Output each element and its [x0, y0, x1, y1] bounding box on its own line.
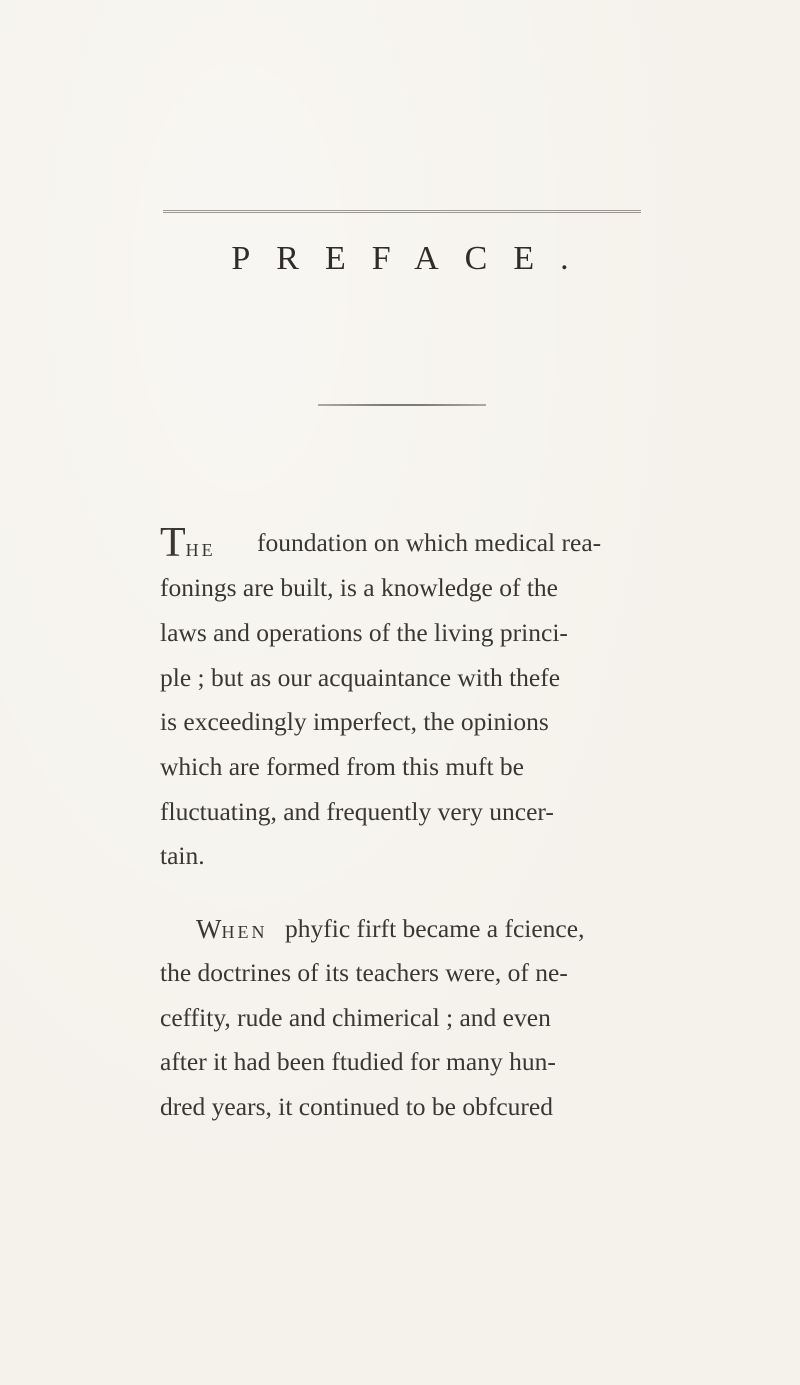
text-line: after it had been ftudied for many hun- — [160, 1047, 556, 1076]
paragraph-2-line-1 — [0, 909, 800, 949]
text-line: laws and operations of the living princi- — [160, 618, 568, 647]
ornamental-rule — [318, 404, 486, 406]
paragraph-1-line-1 — [0, 520, 800, 566]
header-double-rule — [163, 210, 641, 213]
text-line: ceffity, rude and chimerical ; and even — [160, 1003, 551, 1032]
text-line: fonings are built, is a knowledge of the — [160, 573, 558, 602]
text-line: tain. — [160, 841, 205, 870]
paragraph-1-line-1-text: foundation on which medical rea- — [257, 528, 602, 557]
text-line: which are formed from this muft be — [160, 752, 524, 781]
text-line: ple ; but as our acquaintance with thefe — [160, 663, 561, 692]
page-title: PREFACE. — [231, 240, 595, 277]
paragraph-2-line-1-text: phyfic firft became a fcience, — [285, 914, 585, 943]
text-line: fluctuating, and frequently very uncer- — [160, 797, 554, 826]
drop-cap: T — [160, 520, 186, 566]
initial-letter: W — [196, 914, 222, 944]
text-line: is exceedingly imperfect, the opinions — [160, 707, 549, 736]
text-line: the doctrines of its teachers were, of ne- — [160, 958, 568, 987]
lead-small-caps: HEN — [221, 922, 268, 942]
text-line: dred years, it continued to be obfcured — [160, 1092, 553, 1121]
lead-small-caps: HE — [185, 540, 216, 560]
